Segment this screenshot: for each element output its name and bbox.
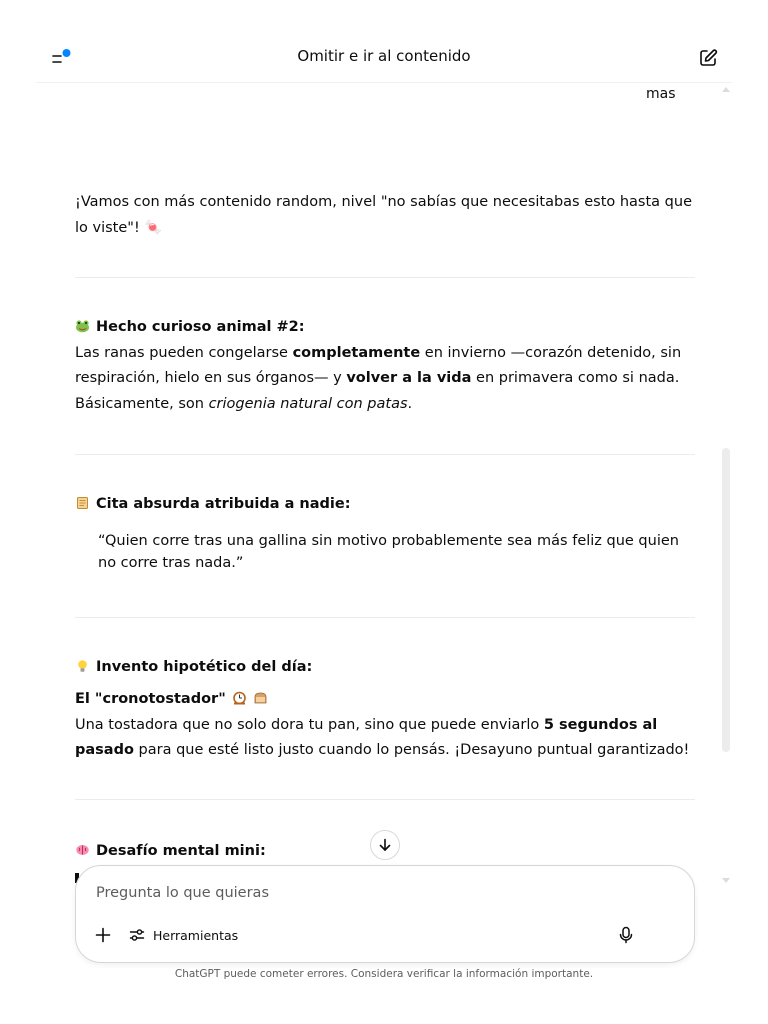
fact-bold-1: completamente (292, 344, 421, 361)
frog-icon (75, 319, 90, 336)
absurd-quote: “Quien corre tras una gallina sin motivo probablemente sea más feliz que quien no corre tras nada.” (98, 532, 679, 571)
invention-paragraph (75, 713, 695, 764)
invention-name-text: El "cronotostador" (75, 691, 226, 707)
invention-bold-1: 5 segundos al pasado (75, 716, 658, 758)
fact-bold-2: volver a la vida (346, 370, 472, 386)
brain-icon (75, 843, 90, 860)
invention-title-text: Invento hipotético del día: (96, 658, 313, 675)
quote-title (75, 492, 695, 518)
tools-button[interactable] (129, 924, 238, 946)
scroll-down-arrow-icon[interactable] (721, 876, 731, 886)
plus-icon (94, 926, 112, 944)
invention-title (75, 655, 695, 681)
fact-text-2: en invierno —corazón detenido, sin respiración, hielo en sus órganos— y (75, 344, 682, 386)
top-bar (36, 34, 732, 83)
tools-label: Herramientas (153, 927, 239, 943)
assistant-message (75, 190, 695, 864)
composer (75, 865, 695, 963)
fact-title-text: Hecho curioso animal #2: (96, 319, 305, 335)
add-attachment-button[interactable] (94, 926, 112, 944)
edit-icon (696, 46, 720, 70)
intro-paragraph: ¡Vamos con más contenido random, nivel "no sabías que necesitabas esto hasta que lo viste"! 🍬 (75, 194, 692, 236)
new-chat-button[interactable] (696, 46, 720, 70)
voice-input-button[interactable] (616, 925, 636, 945)
lightbulb-icon (75, 659, 90, 676)
scrollbar-thumb[interactable] (722, 448, 730, 752)
sliders-icon (129, 927, 145, 943)
prompt-input[interactable] (96, 882, 656, 904)
arrow-down-icon (377, 837, 393, 853)
scroll-up-arrow-icon[interactable] (721, 84, 731, 94)
user-message-tail: mas (646, 86, 676, 102)
clock-icon (232, 691, 247, 708)
invention-name (75, 687, 695, 713)
scroll-icon (75, 496, 90, 513)
fact-text-1: Las ranas pueden congelarse (75, 344, 293, 361)
fact-text-4: . (407, 395, 413, 412)
fact-paragraph (75, 341, 695, 418)
scroll-to-bottom-button[interactable] (370, 830, 400, 860)
fact-text-3: en primavera como si nada. Básicamente, son (75, 370, 680, 412)
fact-italic-1: criogenia natural con patas (208, 395, 408, 412)
bread-icon (253, 691, 268, 708)
microphone-icon (616, 925, 636, 945)
challenge-title-text: Desafío mental mini: (96, 842, 266, 859)
invention-text-1: Una tostadora que no solo dora tu pan, sino que puede enviarlo (75, 716, 544, 733)
skip-to-content-link[interactable]: Omitir e ir al contenido (297, 47, 471, 65)
disclaimer-text: ChatGPT puede cometer errores. Considera verificar la información importante. (174, 968, 594, 980)
quote-title-text: Cita absurda atribuida a nadie: (96, 496, 351, 512)
fact-title (75, 315, 695, 341)
invention-text-2: para que esté listo justo cuando lo pensás. ¡Desayuno puntual garantizado! (133, 742, 690, 758)
